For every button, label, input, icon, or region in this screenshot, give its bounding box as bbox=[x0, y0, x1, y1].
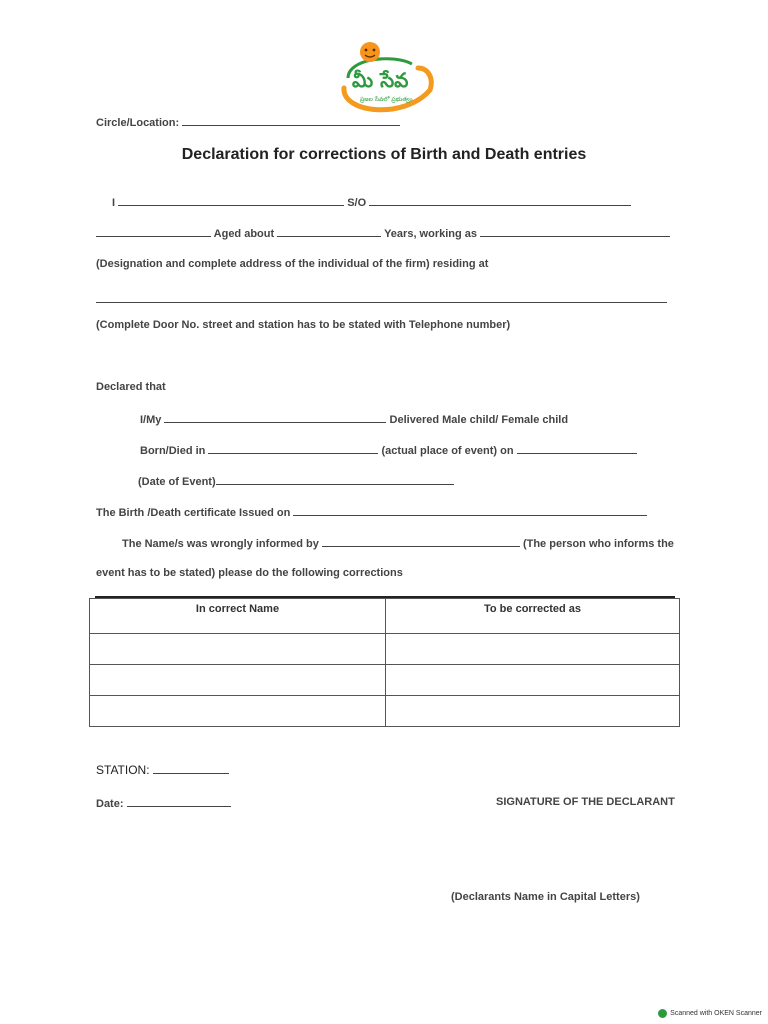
blank-address[interactable] bbox=[96, 292, 667, 303]
line-born-died bbox=[140, 443, 637, 457]
label-imy: I/My bbox=[140, 414, 162, 426]
blank-date[interactable] bbox=[127, 796, 231, 807]
blank-informer[interactable] bbox=[322, 536, 520, 547]
label-wrongly: The Name/s was wrongly informed by bbox=[122, 538, 319, 550]
cell-incorrect-name[interactable] bbox=[90, 634, 386, 665]
label-years-working: Years, working as bbox=[384, 228, 478, 240]
label-born-died: Born/Died in bbox=[140, 445, 206, 457]
table-row bbox=[90, 634, 680, 665]
line-cert-issued bbox=[96, 505, 647, 519]
cell-corrected-name[interactable] bbox=[386, 696, 680, 727]
table-row bbox=[90, 696, 680, 727]
label-aged-about: Aged about bbox=[213, 228, 275, 240]
cell-incorrect-name[interactable] bbox=[90, 696, 386, 727]
label-delivered: Delivered Male child/ Female child bbox=[389, 414, 569, 426]
scanner-logo-icon bbox=[658, 1009, 667, 1018]
line-door-no: (Complete Door No. street and station has to be stated with Telephone number) bbox=[96, 319, 511, 331]
declarant-name-caps: (Declarants Name in Capital Letters) bbox=[451, 891, 640, 903]
line-designation-address: (Designation and complete address of the individual of the firm) residing at bbox=[96, 258, 489, 270]
label-i: I bbox=[112, 197, 116, 209]
label-person-informs: (The person who informs the bbox=[522, 538, 674, 550]
header-to-be-corrected: To be corrected as bbox=[386, 599, 680, 634]
blank-date-event[interactable] bbox=[216, 474, 454, 485]
scanner-watermark bbox=[658, 1009, 762, 1018]
line-address-blank bbox=[96, 290, 667, 308]
blank-prefix[interactable] bbox=[96, 226, 211, 237]
mee-seva-logo bbox=[334, 38, 438, 118]
cell-incorrect-name[interactable] bbox=[90, 665, 386, 696]
blank-name[interactable] bbox=[118, 195, 344, 206]
line-name-so bbox=[112, 195, 631, 209]
line-date-event bbox=[138, 474, 454, 488]
label-date: Date: bbox=[96, 798, 124, 810]
signature-label: SIGNATURE OF THE DECLARANT bbox=[496, 796, 675, 808]
table-header-row bbox=[90, 599, 680, 634]
circle-location-label: Circle/Location: bbox=[96, 117, 180, 129]
logo-script-text: మీ సేవ bbox=[352, 68, 409, 92]
header-incorrect-name: In correct Name bbox=[90, 599, 386, 634]
blank-imy[interactable] bbox=[164, 412, 386, 423]
blank-cert-issued[interactable] bbox=[293, 505, 647, 516]
date-line bbox=[96, 796, 231, 810]
blank-designation[interactable] bbox=[480, 226, 670, 237]
circle-location-blank[interactable] bbox=[182, 115, 400, 126]
line-aged-working bbox=[96, 226, 670, 240]
blank-date-on[interactable] bbox=[517, 443, 637, 454]
circle-location-line bbox=[96, 115, 400, 129]
blank-age[interactable] bbox=[277, 226, 381, 237]
line-wrongly-informed bbox=[122, 536, 674, 550]
blank-so[interactable] bbox=[369, 195, 631, 206]
label-actual-place: (actual place of event) on bbox=[381, 445, 514, 457]
label-cert-issued: The Birth /Death certificate Issued on bbox=[96, 507, 291, 519]
document-title: Declaration for corrections of Birth and Death entries bbox=[181, 146, 587, 163]
cell-corrected-name[interactable] bbox=[386, 634, 680, 665]
cell-corrected-name[interactable] bbox=[386, 665, 680, 696]
station-line bbox=[96, 763, 229, 777]
table-row bbox=[90, 665, 680, 696]
label-date-event: (Date of Event) bbox=[138, 476, 216, 488]
blank-place[interactable] bbox=[208, 443, 378, 454]
logo-tagline: ప్రజల సేవలో ప్రభుత్వం bbox=[360, 96, 413, 103]
label-station: STATION: bbox=[96, 763, 150, 777]
declared-that: Declared that bbox=[96, 381, 166, 393]
corrections-table bbox=[89, 598, 680, 727]
scanner-text: Scanned with OKEN Scanner bbox=[670, 1010, 762, 1017]
label-so: S/O bbox=[347, 197, 367, 209]
line-event-stated: event has to be stated) please do the following corrections bbox=[96, 567, 403, 579]
blank-station[interactable] bbox=[153, 763, 229, 774]
line-imy bbox=[140, 412, 568, 426]
